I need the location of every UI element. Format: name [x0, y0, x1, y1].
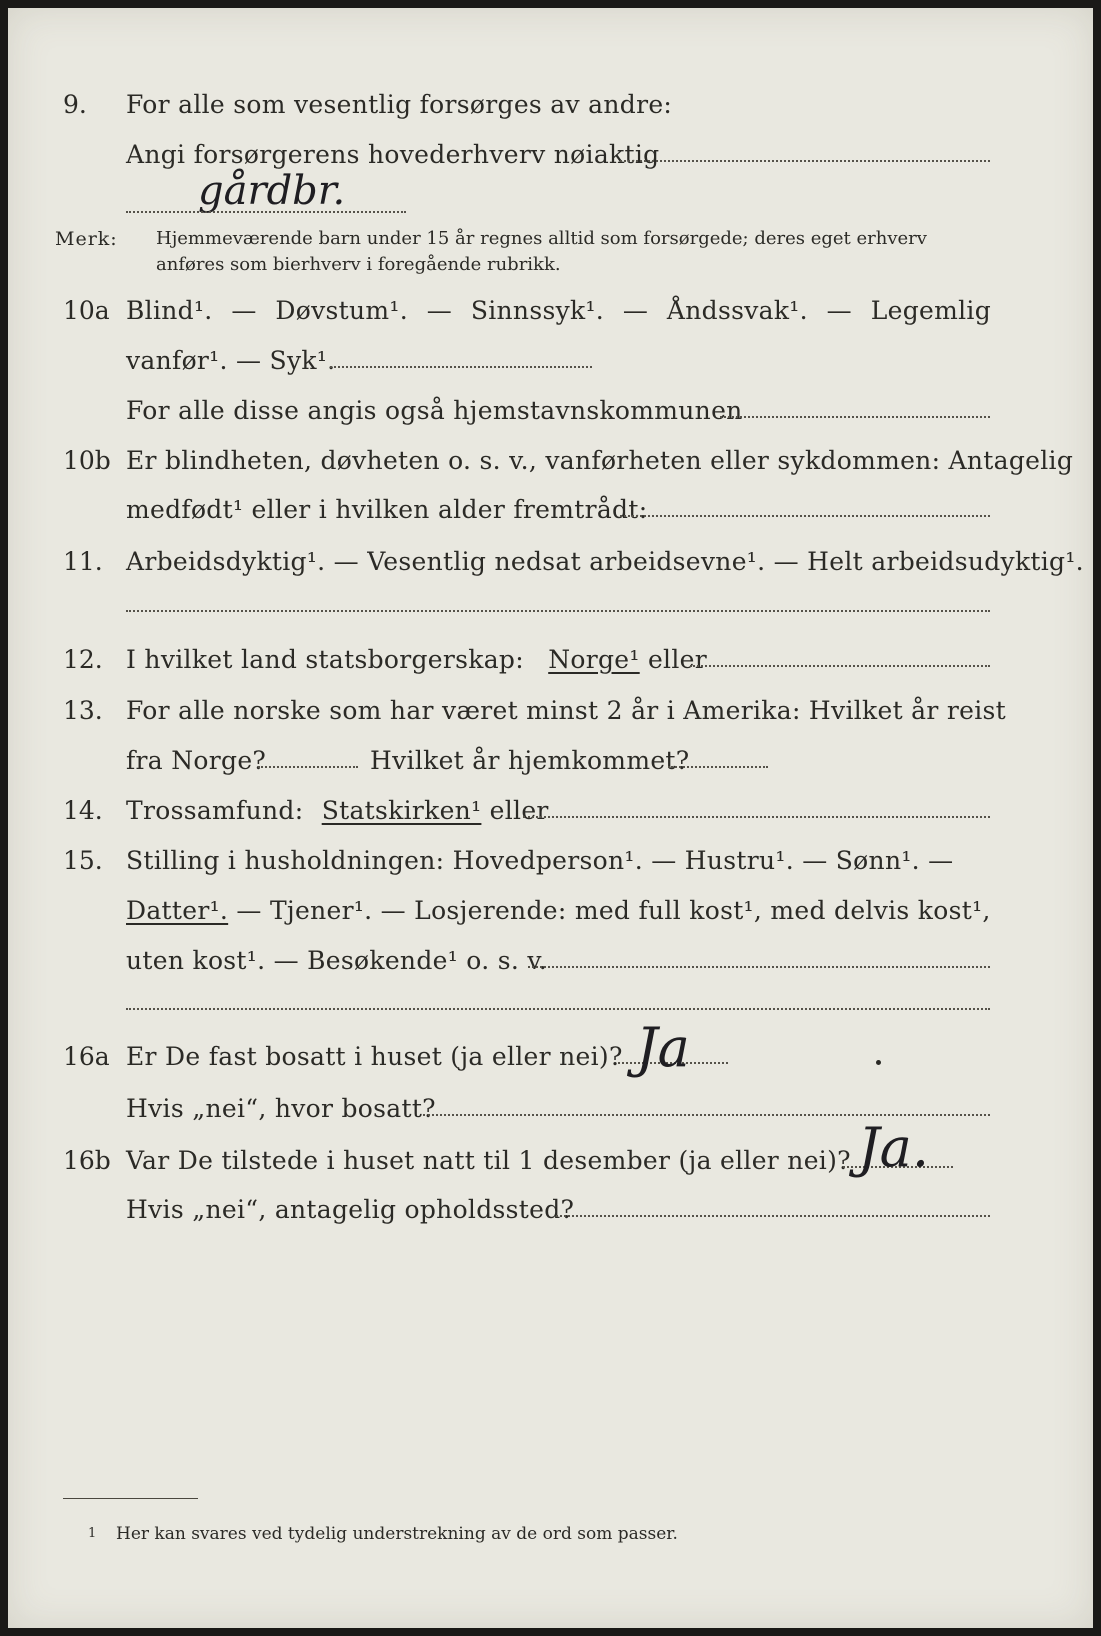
answer-line — [126, 211, 406, 213]
question-text: Stilling i husholdningen: Hovedperson¹. — Hustru¹. — Sønn¹. — — [126, 846, 954, 875]
question-number: 13. — [63, 696, 103, 725]
question-13 — [8, 696, 1093, 736]
option-legemlig: Legemlig — [870, 296, 991, 325]
answer-line — [690, 665, 990, 667]
question-text-rest: — Tjener¹. — Losjerende: med full kost¹, med delvis kost¹, — [236, 896, 991, 925]
question-text: For alle disse angis også hjemstavnskommunen — [126, 396, 743, 425]
question-15-line-3 — [8, 946, 1093, 986]
option-blind: Blind¹. — [126, 296, 213, 325]
option-andssvak: Åndssvak¹. — [666, 296, 808, 325]
handwritten-answer: gårdbr. — [198, 168, 346, 214]
question-9-line-2 — [8, 140, 1093, 180]
question-text: For alle norske som har været minst 2 år i Amerika: Hvilket år reist — [126, 696, 1007, 725]
question-text: Er blindheten, døvheten o. s. v., vanførheten eller sykdommen: Antagelig — [126, 446, 1074, 475]
answer-line — [620, 515, 990, 517]
question-text: medfødt¹ eller i hvilken alder fremtrådt: — [126, 495, 648, 524]
question-text: uten kost¹. — Besøkende¹ o. s. v. — [126, 946, 548, 975]
question-10a — [8, 296, 1093, 336]
handwritten-answer: Ja — [636, 1016, 690, 1079]
question-9 — [8, 90, 1093, 130]
question-10b-line-2 — [8, 495, 1093, 535]
question-number: 10a — [63, 296, 110, 325]
selected-option-datter: Datter¹. — [126, 896, 229, 925]
note-text: anføres som bierhverv i foregående rubrikk. — [156, 254, 561, 275]
question-text — [126, 296, 991, 325]
question-text: Hvis „nei“, hvor bosatt? — [126, 1094, 436, 1123]
question-14 — [8, 796, 1093, 836]
question-11 — [8, 547, 1093, 587]
footnote-mark: 1 — [88, 1526, 97, 1541]
answer-line — [330, 366, 592, 368]
question-13-line-2 — [8, 746, 1093, 786]
option-sinnssyk: Sinnssyk¹. — [470, 296, 605, 325]
answer-line — [126, 610, 990, 612]
question-suffix: eller — [489, 796, 549, 825]
question-text: Arbeidsdyktig¹. — Vesentlig nedsat arbeidsevne¹. — Helt arbeidsudyktig¹. — [126, 547, 1084, 576]
answer-line — [126, 1008, 990, 1010]
question-number: 9. — [63, 90, 87, 119]
question-16b-line-2 — [8, 1195, 1093, 1235]
handwritten-answer: Ja. — [858, 1116, 930, 1179]
answer-line — [668, 766, 768, 768]
question-text — [126, 645, 707, 674]
question-text: For alle som vesentlig forsørges av andre: — [126, 90, 673, 119]
question-text: Var De tilstede i huset natt til 1 desember (ja eller nei)? — [126, 1146, 851, 1175]
question-12 — [8, 645, 1093, 685]
question-label: Trossamfund: — [126, 796, 304, 825]
question-10b — [8, 446, 1093, 486]
question-16b — [8, 1146, 1093, 1186]
question-number: 14. — [63, 796, 103, 825]
question-text: vanfør¹. — Syk¹. — [126, 346, 336, 375]
question-number: 16b — [63, 1146, 111, 1175]
dash: — — [231, 296, 257, 325]
question-number: 12. — [63, 645, 103, 674]
question-suffix: eller — [647, 645, 707, 674]
question-10a-line-2 — [8, 346, 1093, 386]
question-number: 15. — [63, 846, 103, 875]
question-text: fra Norge? — [126, 746, 267, 775]
question-text: Hvilket år hjemkommet? — [370, 746, 690, 775]
selected-option-norge: Norge¹ — [548, 645, 640, 674]
question-text: Er De fast bosatt i huset (ja eller nei)? — [126, 1042, 623, 1071]
census-form-page — [8, 8, 1093, 1628]
selected-option-statskirken: Statskirken¹ — [321, 796, 482, 825]
note-text: Hjemmeværende barn under 15 år regnes alltid som forsørgede; deres eget erhverv — [156, 228, 927, 249]
ink-speck — [876, 1060, 881, 1065]
question-text: Angi forsørgerens hovederhverv nøiaktig — [126, 140, 660, 169]
question-15-line-2 — [8, 896, 1093, 936]
question-16a-line-2 — [8, 1094, 1093, 1134]
answer-line — [528, 966, 990, 968]
question-number: 16a — [63, 1042, 110, 1071]
question-label: I hvilket land statsborgerskap: — [126, 645, 524, 674]
answer-line — [258, 766, 358, 768]
question-number: 11. — [63, 547, 103, 576]
footnote-rule — [63, 1498, 198, 1499]
dash: — — [426, 296, 453, 325]
note-label: Merk: — [55, 228, 118, 250]
question-15 — [8, 846, 1093, 886]
answer-line — [523, 816, 990, 818]
question-number: 10b — [63, 446, 111, 475]
answer-line — [720, 416, 990, 418]
question-16a — [8, 1042, 1093, 1082]
question-text: Hvis „nei“, antagelig opholdssted? — [126, 1195, 575, 1224]
option-dovstum: Døvstum¹. — [275, 296, 408, 325]
question-10a-line-3 — [8, 396, 1093, 436]
answer-line — [620, 160, 990, 162]
dash: — — [826, 296, 852, 325]
answer-line — [556, 1215, 990, 1217]
footnote-text: Her kan svares ved tydelig understrekning av de ord som passer. — [116, 1524, 678, 1544]
question-text — [126, 796, 549, 825]
question-text — [126, 896, 991, 925]
dash: — — [622, 296, 649, 325]
